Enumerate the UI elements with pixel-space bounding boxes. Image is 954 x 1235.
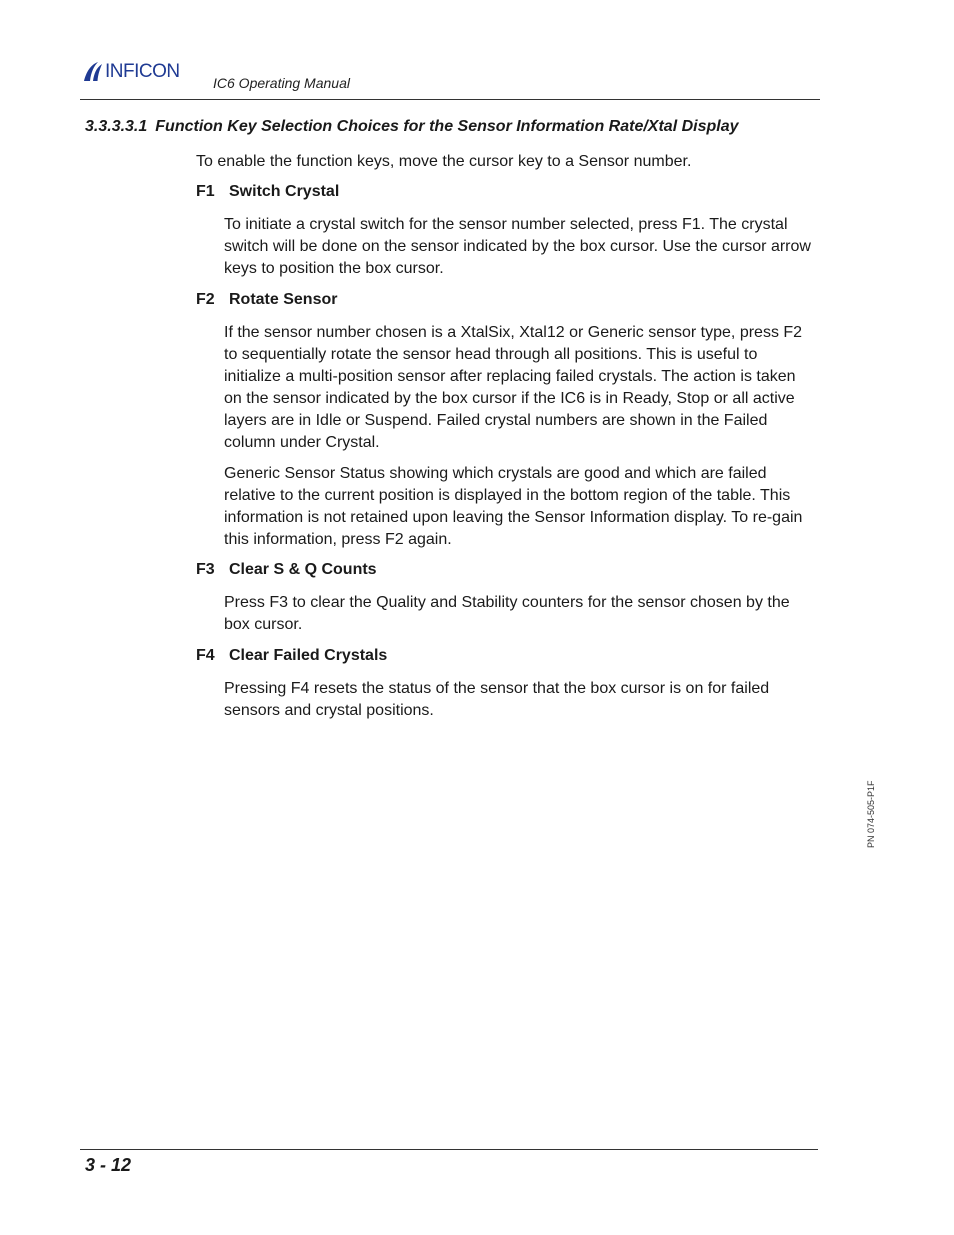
inficon-logo-mark-icon xyxy=(82,59,104,83)
f1-label: Switch Crystal xyxy=(229,183,340,200)
f4-description: Pressing F4 resets the status of the sensor that the box cursor is on for failed sensors and crystal positions. xyxy=(224,680,770,719)
section-heading xyxy=(85,118,739,136)
f4-label: Clear Failed Crystals xyxy=(229,647,388,664)
f2-key: F2 xyxy=(196,291,215,308)
f2-heading xyxy=(196,291,337,309)
logo-text: INFICON xyxy=(105,60,180,82)
section-number: 3.3.3.3.1 xyxy=(85,118,148,135)
f3-description: Press F3 to clear the Quality and Stability counters for the sensor chosen by the box cursor. xyxy=(224,594,790,633)
f2-description: If the sensor number chosen is a XtalSix, Xtal12 or Generic sensor type, press F2 to sequentially rotate the sensor head through all positions. This is useful to initialize a multi-position sensor after replacing failed crystals. The action is taken on the sensor indicated by the box cursor if the IC6 is in Ready, Stop or all active layers are in Idle or Suspend. Failed crystal numbers are shown in the Failed column under Crystal. xyxy=(224,324,803,451)
section-intro: To enable the function keys, move the cursor key to a Sensor number. xyxy=(196,153,692,170)
f2-label: Rotate Sensor xyxy=(229,291,338,308)
manual-title: IC6 Operating Manual xyxy=(213,75,350,91)
f1-key: F1 xyxy=(196,183,215,200)
f4-heading xyxy=(196,647,387,665)
f2-generic-status-note: Generic Sensor Status showing which crystals are good and which are failed relative to the current position is displayed in the bottom region of the table. This information is not retained upon leaving the Sensor Information display. To re-gain this information, press F2 again. xyxy=(224,465,803,548)
f3-key: F3 xyxy=(196,561,215,578)
f3-heading xyxy=(196,561,377,579)
footer-divider xyxy=(80,1149,818,1150)
f1-heading xyxy=(196,183,339,201)
page-number: 3 - 12 xyxy=(85,1155,132,1175)
section-title: Function Key Selection Choices for the Sensor Information Rate/Xtal Display xyxy=(155,118,739,135)
inficon-logo xyxy=(82,58,180,84)
f3-label: Clear S & Q Counts xyxy=(229,561,377,578)
f4-key: F4 xyxy=(196,647,215,664)
f1-description: To initiate a crystal switch for the sensor number selected, press F1. The crystal switch will be done on the sensor indicated by the box cursor. Use the cursor arrow keys to position the box cursor. xyxy=(224,216,811,277)
header-divider xyxy=(80,99,820,100)
part-number: PN 074-505-P1F xyxy=(866,780,876,848)
